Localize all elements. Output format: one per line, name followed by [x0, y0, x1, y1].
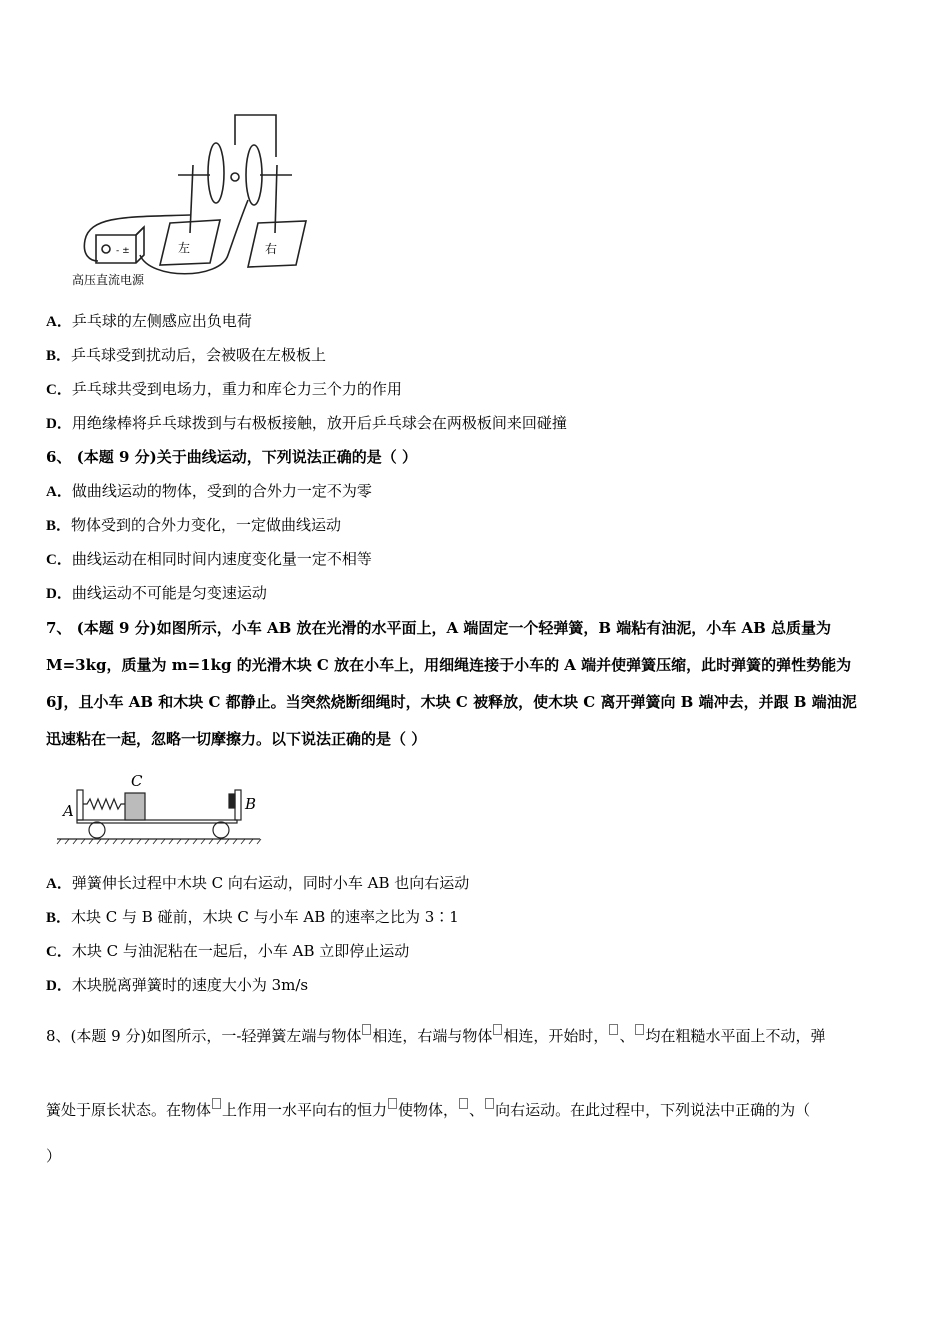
q7-option-c: C．木块 C 与油泥粘在一起后，小车 AB 立即停止运动	[46, 942, 410, 960]
missing-glyph-box	[485, 1098, 494, 1109]
missing-glyph-box	[459, 1098, 468, 1109]
q7-stem-line-1: 7、 (本题 9 分)如图所示，小车 AB 放在光滑的水平面上，A 端固定一个轻弹簧，B 端粘有油泥，小车 AB 总质量为	[46, 619, 832, 637]
figure-ping-pong-apparatus	[70, 105, 310, 290]
q7-option-b: B．木块 C 与 B 碰前，木块 C 与小车 AB 的速率之比为 3∶1	[46, 908, 459, 926]
q5-option-d: D．用绝缘棒将乒乓球拨到与右极板接触，放开后乒乓球会在两极板间来回碰撞	[46, 414, 567, 432]
figure-caption: 高压直流电源	[72, 273, 145, 287]
label-left: 左	[178, 241, 191, 255]
label-right: 右	[265, 242, 278, 256]
apparatus-drawing	[70, 105, 310, 290]
missing-glyph-box	[362, 1024, 371, 1035]
label-c: C	[131, 772, 143, 790]
q7-option-a: A．弹簧伸长过程中木块 C 向右运动，同时小车 AB 也向右运动	[46, 874, 470, 892]
q6-stem: 6、 (本题 9 分)关于曲线运动，下列说法正确的是（ ）	[46, 448, 417, 466]
missing-glyph-box	[493, 1024, 502, 1035]
q5-option-b: B．乒乓球受到扰动后，会被吸在左极板上	[46, 346, 327, 364]
q6-option-a: A．做曲线运动的物体，受到的合外力一定不为零	[46, 482, 372, 500]
missing-glyph-box	[609, 1024, 618, 1035]
missing-glyph-box	[388, 1098, 397, 1109]
figure-cart-spring	[55, 768, 265, 848]
label-b: B	[245, 795, 257, 813]
q8-line-2: 簧处于原长状态。在物体 上作用一水平向右的恒力 使物体， 、 向右运动。在此过程中，下列说法中正确的为（	[46, 1098, 810, 1120]
q7-stem-line-2: M=3kg，质量为 m=1kg 的光滑木块 C 放在小车上，用细绳连接于小车的 A 端并使弹簧压缩，此时弹簧的弹性势能为	[46, 656, 852, 674]
q7-stem-line-4: 迅速粘在一起，忽略一切摩擦力。以下说法正确的是（ ）	[46, 730, 427, 748]
q8-line-1: 8、(本题 9 分)如图所示，一-轻弹簧左端与物体 相连，右端与物体 相连，开始时， 、 均在粗糙水平面上不动，弹	[46, 1024, 825, 1046]
q6-option-c: C．曲线运动在相同时间内速度变化量一定不相等	[46, 550, 372, 568]
svg-text:- ±: - ±	[116, 246, 130, 256]
q8-line-3: ）	[46, 1147, 62, 1165]
label-a: A	[63, 802, 74, 820]
q7-stem-line-3: 6J，且小车 AB 和木块 C 都静止。当突然烧断细绳时，木块 C 被释放，使木块 C 离开弹簧向 B 端冲去，并跟 B 端油泥	[46, 693, 857, 711]
q6-option-d: D．曲线运动不可能是匀变速运动	[46, 584, 267, 602]
cart-drawing	[55, 768, 265, 848]
q5-option-c: C．乒乓球共受到电场力，重力和库仑力三个力的作用	[46, 380, 402, 398]
q5-option-a: A．乒乓球的左侧感应出负电荷	[46, 312, 252, 330]
q7-option-d: D．木块脱离弹簧时的速度大小为 3m/s	[46, 976, 309, 994]
missing-glyph-box	[635, 1024, 644, 1035]
q6-option-b: B．物体受到的合外力变化，一定做曲线运动	[46, 516, 342, 534]
missing-glyph-box	[212, 1098, 221, 1109]
